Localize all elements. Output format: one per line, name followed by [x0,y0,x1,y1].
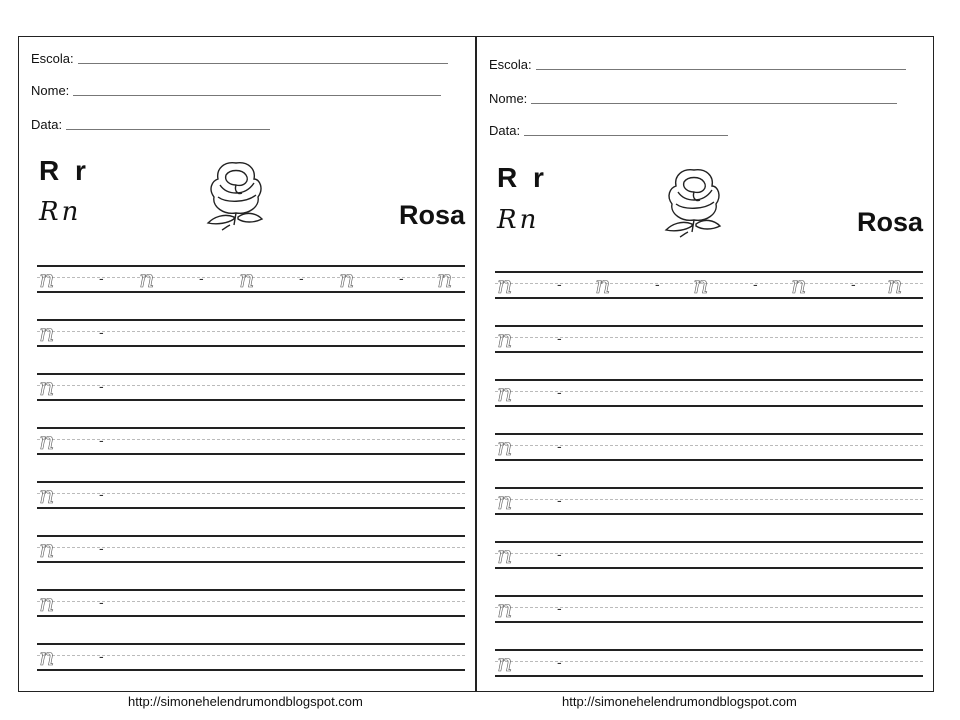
cursive-letters: Rn [39,197,82,227]
dash-mark: - [851,276,856,292]
dash-mark: - [99,486,104,502]
writing-row[interactable] [37,373,465,403]
trace-glyph: n [39,589,55,617]
dash-mark: - [655,276,660,292]
dash-mark: - [99,648,104,664]
dash-mark: - [99,432,104,448]
dash-mark: - [557,276,562,292]
name-line[interactable] [73,94,441,96]
dash-mark: - [99,324,104,340]
trace-glyph: n [139,265,155,293]
writing-row[interactable] [37,535,465,565]
school-label: Escola: [489,57,532,72]
writing-row[interactable] [37,319,465,349]
trace-glyph: n [497,541,513,569]
trace-glyph: n [339,265,355,293]
trace-glyph: n [595,271,611,299]
trace-glyph: n [497,379,513,407]
footer-url-right[interactable]: http://simonehelendrumondblogspot.com [562,694,797,709]
trace-glyph: n [497,271,513,299]
name-label: Nome: [489,91,528,106]
name-field [31,83,441,98]
trace-glyph: n [39,319,55,347]
writing-row[interactable] [495,379,923,409]
writing-row[interactable] [37,643,465,673]
trace-glyph: n [497,433,513,461]
trace-glyph: n [39,535,55,563]
writing-row[interactable] [495,487,923,517]
cursive-letters: Rn [497,205,540,235]
dash-mark: - [557,492,562,508]
trace-glyph: n [39,373,55,401]
writing-row[interactable] [37,427,465,457]
dash-mark: - [99,270,104,286]
writing-row[interactable] [495,541,923,571]
trace-glyph: n [497,649,513,677]
writing-row[interactable] [37,265,465,295]
trace-glyph: n [39,481,55,509]
date-field [489,123,728,138]
school-line[interactable] [78,62,448,64]
trace-glyph: n [497,325,513,353]
date-line[interactable] [524,134,728,136]
school-field [31,51,448,66]
dash-mark: - [557,330,562,346]
print-letters: R r [39,155,90,186]
school-field [489,57,906,72]
trace-glyph: n [497,487,513,515]
trace-glyph: n [39,643,55,671]
print-letters: R r [497,162,548,193]
footer-url-left[interactable]: http://simonehelendrumondblogspot.com [128,694,363,709]
date-line[interactable] [66,128,270,130]
name-label: Nome: [31,83,70,98]
rose-icon [194,155,278,231]
name-line[interactable] [531,102,897,104]
trace-glyph: n [39,427,55,455]
trace-glyph: n [497,595,513,623]
date-label: Data: [31,117,63,132]
dash-mark: - [557,438,562,454]
school-line[interactable] [536,68,906,70]
writing-row[interactable] [495,271,923,301]
date-field [31,117,270,132]
writing-row[interactable] [495,325,923,355]
dash-mark: - [99,540,104,556]
name-field [489,91,897,106]
writing-row[interactable] [495,433,923,463]
writing-row[interactable] [495,595,923,625]
writing-row[interactable] [37,589,465,619]
writing-row[interactable] [37,481,465,511]
trace-glyph: n [693,271,709,299]
word-label: Rosa [398,200,465,230]
writing-row[interactable] [495,649,923,679]
date-label: Data: [489,123,521,138]
dash-mark: - [99,594,104,610]
dash-mark: - [753,276,758,292]
trace-glyph: n [239,265,255,293]
trace-glyph: n [437,265,453,293]
trace-glyph: n [887,271,903,299]
worksheet-left [18,36,476,692]
worksheet-right [476,36,934,692]
dash-mark: - [557,654,562,670]
trace-glyph: n [791,271,807,299]
dash-mark: - [399,270,404,286]
dash-mark: - [99,378,104,394]
school-label: Escola: [31,51,74,66]
dash-mark: - [557,384,562,400]
dash-mark: - [299,270,304,286]
word-label: Rosa [856,207,923,237]
rose-icon [652,162,736,238]
dash-mark: - [557,546,562,562]
dash-mark: - [557,600,562,616]
trace-glyph: n [39,265,55,293]
dash-mark: - [199,270,204,286]
